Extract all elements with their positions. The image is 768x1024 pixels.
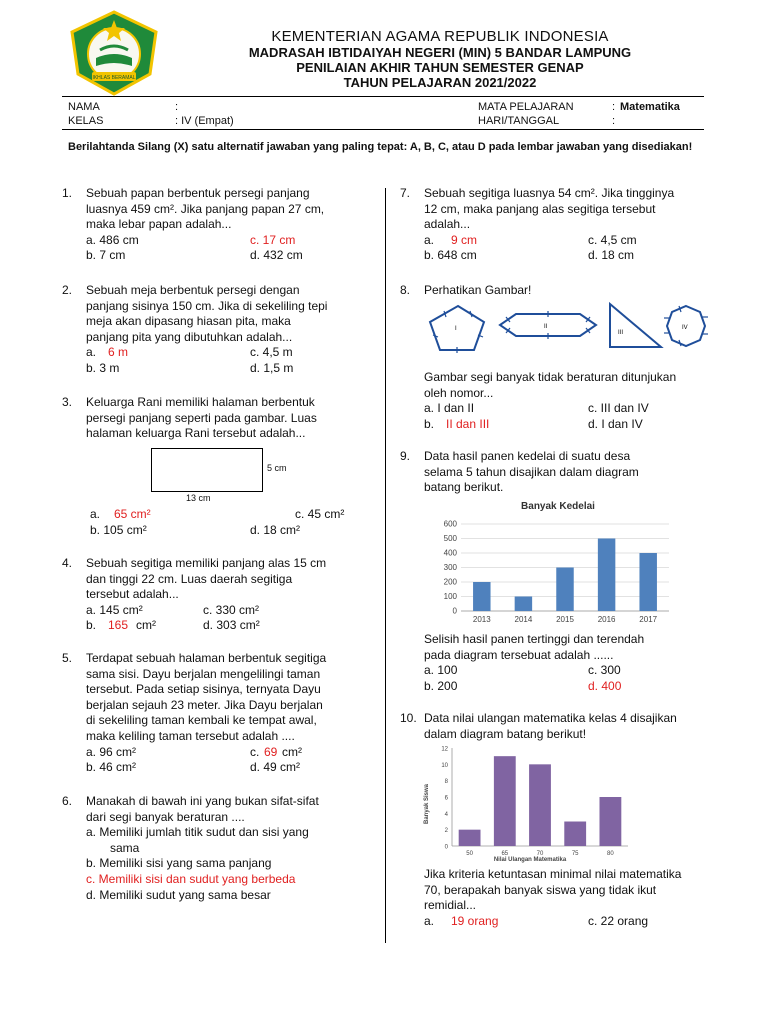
option-a[interactable]: a. 486 cm: [86, 232, 139, 247]
math-score-bar-chart: [420, 742, 630, 864]
question-text: tersebut adalah...: [86, 587, 179, 602]
y-tick-label: 100: [443, 592, 457, 601]
soybean-bar-chart: [425, 496, 675, 628]
option-c[interactable]: c. Memiliki sisi dan sudut yang berbeda: [86, 871, 296, 886]
option-b[interactable]: b. Memiliki sisi yang sama panjang: [86, 856, 272, 871]
shape-label-iv: IV: [682, 325, 688, 331]
question-number: 6.: [62, 794, 73, 808]
question-10-body: [424, 867, 734, 929]
option-a[interactable]: a. 96 cm²: [86, 744, 137, 759]
question-7: [400, 186, 720, 264]
option-b[interactable]: b. 3 m: [86, 360, 120, 375]
question-8: [400, 283, 720, 299]
question-text: maka keliling taman tersebut adalah ....: [86, 728, 295, 743]
bar: [515, 597, 532, 612]
bar: [639, 553, 656, 611]
option-d[interactable]: d. Memiliki sudut yang sama besar: [86, 887, 271, 902]
option-d[interactable]: d. 1,5 m: [250, 360, 294, 375]
option-c[interactable]: c. 4,5 cm: [588, 232, 637, 247]
bar: [598, 539, 615, 612]
option-d[interactable]: d. 400: [588, 678, 622, 693]
question-number: 4.: [62, 556, 73, 570]
question-text: Sebuah segitiga luasnya 54 cm². Jika tingginya: [424, 186, 675, 200]
bar: [473, 582, 490, 611]
option-a-label: a.: [424, 232, 435, 247]
y-tick-label: 6: [444, 795, 448, 802]
y-tick-label: 0: [444, 844, 448, 851]
logo-motto: IKHLAS BERAMAL: [92, 75, 136, 81]
x-tick-label: 2016: [597, 615, 616, 624]
question-text: panjang sisinya 150 cm. Jika di sekeliling tepi: [86, 298, 328, 313]
question-text: adalah...: [424, 217, 471, 232]
question-text: selama 5 tahun disajikan dalam diagram: [424, 464, 639, 479]
y-axis-label: Banyak Siswa: [424, 783, 430, 825]
question-text: batang berikut.: [424, 480, 504, 495]
option-a[interactable]: 19 orang: [451, 913, 499, 928]
question-text: 12 cm, maka panjang alas segitiga tersebut: [424, 201, 656, 216]
option-d[interactable]: d. 18 cm: [588, 248, 635, 263]
option-c[interactable]: c. 22 orang: [588, 913, 649, 928]
question-text: panjang pita yang dibutuhkan adalah...: [86, 329, 293, 344]
mapel-label: MATA PELAJARAN: [478, 101, 574, 113]
option-b[interactable]: b. 648 cm: [424, 248, 477, 263]
option-c[interactable]: c. 4,5 m: [250, 345, 293, 360]
question-number: 7.: [400, 186, 411, 200]
option-a[interactable]: a. I dan II: [424, 401, 475, 416]
option-c[interactable]: 69: [264, 744, 278, 759]
question-text: Sebuah segitiga memiliki panjang alas 15 cm: [86, 556, 327, 570]
hari-value[interactable]: :: [612, 115, 616, 127]
y-tick-label: 600: [443, 519, 457, 529]
bar: [556, 568, 573, 612]
question-text: pada diagram tersebuat adalah ......: [424, 647, 614, 662]
shape-label-i: I: [455, 326, 457, 332]
question-9: [400, 449, 720, 496]
question-text: sama sisi. Dayu berjalan mengelilingi taman: [86, 666, 321, 681]
question-number: 8.: [400, 283, 411, 297]
option-c[interactable]: c. 300: [588, 663, 621, 678]
option-a-continued: sama: [110, 840, 140, 855]
question-text: halaman keluarga Rani tersebut adalah...: [86, 426, 306, 441]
question-number: 9.: [400, 449, 411, 463]
shape-irregular-hexagon: [500, 314, 596, 336]
option-a[interactable]: a. 145 cm²: [86, 602, 143, 617]
question-text: maka lebar papan adalah...: [86, 217, 232, 232]
column-divider: [385, 188, 386, 943]
question-text: berjalan sejauh 23 meter. Jika Dayu berjalan: [86, 697, 323, 712]
exam-title: PENILAIAN AKHIR TAHUN SEMESTER GENAP: [296, 60, 584, 75]
option-a[interactable]: a. 100: [424, 663, 458, 678]
question-1: [62, 186, 372, 264]
option-a[interactable]: 9 cm: [451, 232, 478, 247]
x-tick-label: 2017: [639, 615, 658, 624]
option-d[interactable]: d. 303 cm²: [203, 618, 260, 633]
y-tick-label: 0: [452, 606, 457, 616]
question-3: [62, 395, 372, 442]
option-b-label: b.: [86, 618, 97, 633]
polygons-figure: [420, 300, 720, 362]
question-text: Perhatikan Gambar!: [424, 283, 532, 297]
ministry-logo: [70, 10, 158, 96]
option-a-label: a.: [86, 345, 97, 360]
option-a[interactable]: 65 cm²: [114, 507, 151, 521]
question-text: Jika kriteria ketuntasan minimal nilai matematika: [424, 867, 682, 881]
nama-label: NAMA: [68, 101, 100, 113]
kelas-label: KELAS: [68, 115, 104, 127]
question-number: 1.: [62, 186, 73, 200]
question-text: dalam diagram batang berikut!: [424, 726, 587, 741]
option-b[interactable]: b. 200: [424, 678, 458, 693]
question-3-options: [90, 507, 370, 538]
x-tick-label: 80: [607, 851, 614, 857]
question-text: Manakah di bawah ini yang bukan sifat-sifat: [86, 794, 319, 808]
question-text: dari segi banyak beraturan ....: [86, 809, 245, 824]
x-tick-label: 50: [466, 851, 473, 857]
option-b[interactable]: b. 46 cm²: [86, 760, 137, 775]
option-b-unit: cm²: [136, 618, 156, 633]
option-b-label: b.: [424, 416, 435, 431]
bar: [599, 797, 621, 846]
bar: [459, 830, 481, 846]
question-text: Data hasil panen kedelai di suatu desa: [424, 449, 631, 463]
rectangle-width-label: 13 cm: [186, 493, 211, 503]
question-9-body: [424, 632, 724, 694]
question-text: Gambar segi banyak tidak beraturan ditunjukan: [424, 370, 677, 384]
question-number: 10.: [400, 711, 417, 725]
question-text: Keluarga Rani memiliki halaman berbentuk: [86, 395, 315, 409]
y-tick-label: 4: [444, 811, 448, 818]
option-a[interactable]: a. Memiliki jumlah titik sudut dan sisi yang: [86, 825, 309, 840]
y-tick-label: 12: [441, 746, 448, 753]
ministry-title: KEMENTERIAN AGAMA REPUBLIK INDONESIA: [271, 28, 609, 45]
question-text: Data nilai ulangan matematika kelas 4 disajikan: [424, 711, 677, 725]
question-number: 5.: [62, 651, 73, 665]
question-8-body: [424, 370, 724, 432]
question-text: remidial...: [424, 898, 477, 913]
question-text: Selisih hasil panen tertinggi dan terendah: [424, 632, 645, 646]
question-number: 2.: [62, 283, 73, 297]
y-tick-label: 200: [443, 577, 457, 587]
x-tick-label: 2015: [556, 615, 574, 624]
question-text: luasnya 459 cm². Jika panjang papan 27 cm,: [86, 201, 325, 216]
x-tick-label: 2013: [472, 615, 491, 624]
rectangle-height-label: 5 cm: [267, 463, 287, 473]
mapel-sep: :: [612, 101, 616, 113]
question-5: [62, 651, 372, 776]
question-text: dan tinggi 22 cm. Luas daerah segitiga: [86, 571, 293, 586]
y-tick-label: 10: [441, 762, 448, 769]
bar: [494, 756, 516, 846]
x-tick-label: 2014: [514, 615, 533, 624]
option-c[interactable]: c. 17 cm: [250, 232, 296, 247]
y-tick-label: 8: [444, 779, 448, 786]
instruction: Berilahtanda Silang (X) satu alternatif jawaban yang paling tepat: A, B, C, atau D pada lembar jawaban yang disediakan!: [68, 141, 693, 153]
question-2: [62, 283, 372, 377]
option-a-label: a.: [424, 913, 435, 928]
question-6: [62, 794, 377, 903]
y-tick-label: 500: [443, 534, 457, 543]
school-year: TAHUN PELAJARAN 2021/2022: [343, 75, 537, 90]
question-number: 3.: [62, 395, 73, 409]
question-text: persegi panjang seperti pada gambar. Luas: [86, 410, 317, 425]
option-d[interactable]: d. I dan IV: [588, 416, 643, 431]
option-b[interactable]: II dan III: [446, 416, 490, 431]
question-text: Terdapat sebuah halaman berbentuk segitiga: [86, 651, 327, 665]
question-text: di sekeliling taman kembali ke tempat awal,: [86, 713, 317, 728]
shape-pentagon: [430, 306, 484, 350]
x-axis-label: Nilai Ulangan Matematika: [493, 857, 567, 863]
y-tick-label: 300: [443, 563, 457, 572]
option-a[interactable]: 6 m: [108, 345, 129, 360]
option-d[interactable]: d. 18 cm²: [250, 522, 301, 537]
header-rule-bottom: [62, 129, 704, 130]
shape-label-ii: II: [544, 324, 548, 330]
nama-value[interactable]: :: [175, 101, 179, 113]
question-4: [62, 556, 372, 634]
option-c[interactable]: c. III dan IV: [588, 401, 649, 416]
chart-title: Banyak Kedelai: [521, 501, 595, 512]
option-a-label: a.: [90, 507, 101, 521]
hari-label: HARI/TANGGAL: [478, 115, 560, 127]
kelas-value: : IV (Empat): [175, 115, 234, 127]
header-rule-top: [62, 96, 704, 97]
question-text: tersebut. Pada setiap sisinya, ternyata Dayu: [86, 682, 321, 697]
option-c-label: c.: [250, 744, 260, 759]
question-text: oleh nomor...: [424, 385, 494, 400]
option-d[interactable]: d. 432 cm: [250, 248, 303, 263]
question-10: [400, 711, 730, 742]
x-tick-label: 65: [501, 851, 509, 857]
question-text: 70, berapakah banyak siswa yang tidak ikut: [424, 882, 657, 897]
option-c[interactable]: c. 330 cm²: [203, 602, 260, 617]
question-text: meja akan dipasang hiasan pita, maka: [86, 314, 291, 329]
question-text: Sebuah papan berbentuk persegi panjang: [86, 186, 310, 200]
option-b[interactable]: b. 105 cm²: [90, 522, 147, 537]
school-name: MADRASAH IBTIDAIYAH NEGERI (MIN) 5 BANDAR LAMPUNG: [248, 45, 632, 60]
garden-rectangle: [151, 448, 263, 492]
option-c[interactable]: c. 45 cm²: [295, 507, 345, 521]
mapel-value: Matematika: [620, 101, 680, 113]
x-tick-label: 70: [536, 851, 544, 857]
option-b[interactable]: 165: [108, 618, 129, 633]
bar: [529, 764, 551, 846]
option-d[interactable]: d. 49 cm²: [250, 760, 301, 775]
question-text: Sebuah meja berbentuk persegi dengan: [86, 283, 300, 297]
shape-label-iii: III: [618, 330, 624, 336]
bar: [564, 822, 586, 847]
y-tick-label: 2: [444, 828, 448, 835]
option-c-unit: cm²: [282, 744, 302, 759]
x-tick-label: 75: [571, 851, 579, 857]
option-b[interactable]: b. 7 cm: [86, 248, 126, 263]
shape-right-triangle: [610, 304, 661, 347]
y-tick-label: 400: [443, 548, 457, 558]
